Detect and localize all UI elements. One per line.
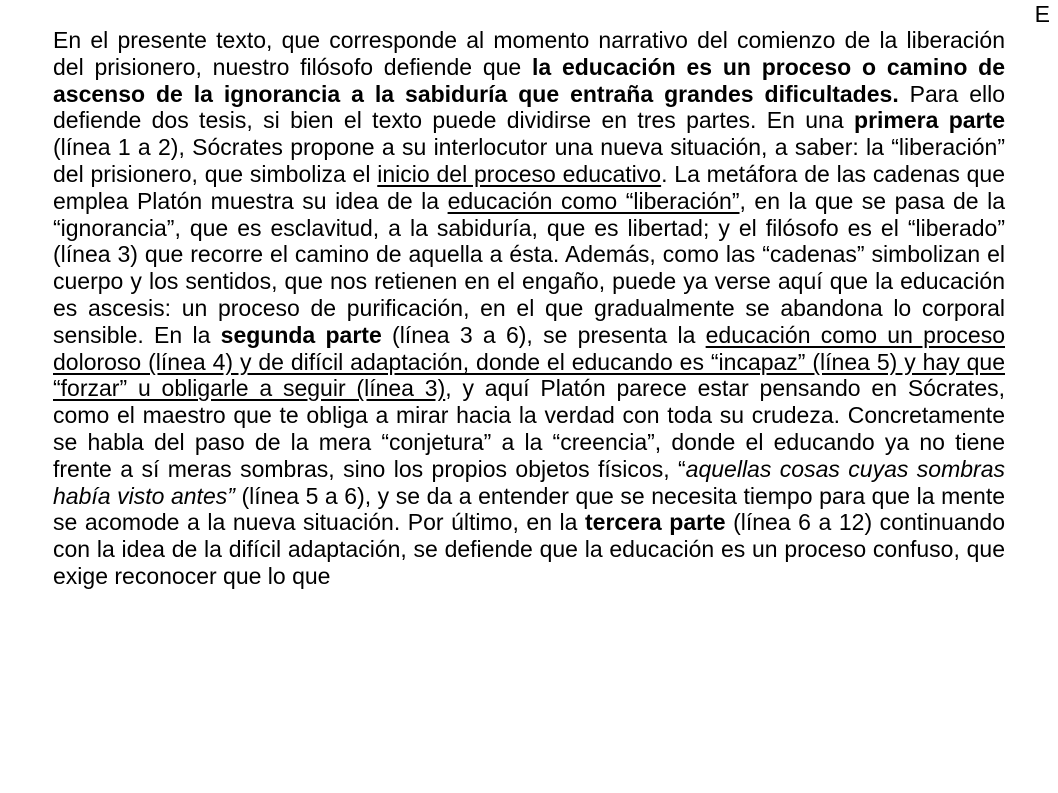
third-part-label: tercera parte <box>585 509 726 536</box>
text-segment: , y aquí Platón parece estar pensando en Sócrates, como el maestro que te obliga a mirar hacia la verdad con toda su crudeza. Concretamente se habla del paso de la mera “conjetura” a la “creencia”, donde el educando ya no tiene frente a sí meras sombras, sino los propios objetos físicos, “ <box>53 375 1005 482</box>
text-segment: , en la que se pasa de la “ignorancia”, que es esclavitud, a la sabiduría, que es libertad; y el filósofo es el “liberado” (línea 3) que recorre el camino de aquella a ésta. Además, como las “cadenas” simbolizan el cuerpo y los sentidos, que nos retienen en el engaño, puede ya verse aquí que la educación es ascesis: un proceso de purificación, en el que gradualmente se abandona lo corporal sensible. En la <box>53 187 1005 348</box>
commentary-paragraph <box>53 27 1005 590</box>
corner-letter: E <box>1034 1 1050 27</box>
text-segment: (línea 5 a 6), y se da a entender que se necesita tiempo para que la mente se acomode a la nueva situación. Por último, en la <box>53 482 1005 536</box>
text-segment: (línea 3 a 6), se presenta la <box>381 321 706 348</box>
text-segment: (línea 6 a 12) continuando con la idea de la difícil adaptación, se defiende que la educación es un proceso confuso, que exige reconocer que lo que <box>53 509 1005 589</box>
text-segment: (línea 1 a 2), Sócrates propone a su interlocutor una nueva situación, a saber: la “liberación” del prisionero, que simboliza el <box>53 134 1005 187</box>
text-segment: . La metáfora de las cadenas que emplea Platón muestra su idea de la <box>53 160 1005 214</box>
text-segment: Para ello defiende dos tesis, si bien el texto puede dividirse en tres partes. En una <box>53 80 1005 134</box>
underlined-phrase: educación como “liberación” <box>447 187 740 214</box>
thesis-statement: la educación es un proceso o camino de ascenso de la ignorancia a la sabiduría que entraña grandes dificultades. <box>53 53 1005 107</box>
underlined-phrase: educación como un proceso doloroso (línea 4) y de difícil adaptación, donde el educando es “incapaz” (línea 5) y hay que “forzar” u obligarle a seguir (línea 3) <box>53 321 1005 402</box>
underlined-phrase: inicio del proceso educativo <box>377 160 662 187</box>
italic-quote: aquellas cosas cuyas sombras había visto antes” <box>53 455 1005 509</box>
second-part-label: segunda parte <box>220 321 382 348</box>
first-part-label: primera parte <box>854 107 1005 134</box>
text-segment: En el presente texto, que corresponde al momento narrativo del comienzo de la liberación del prisionero, nuestro filósofo defiende que <box>53 27 1005 80</box>
